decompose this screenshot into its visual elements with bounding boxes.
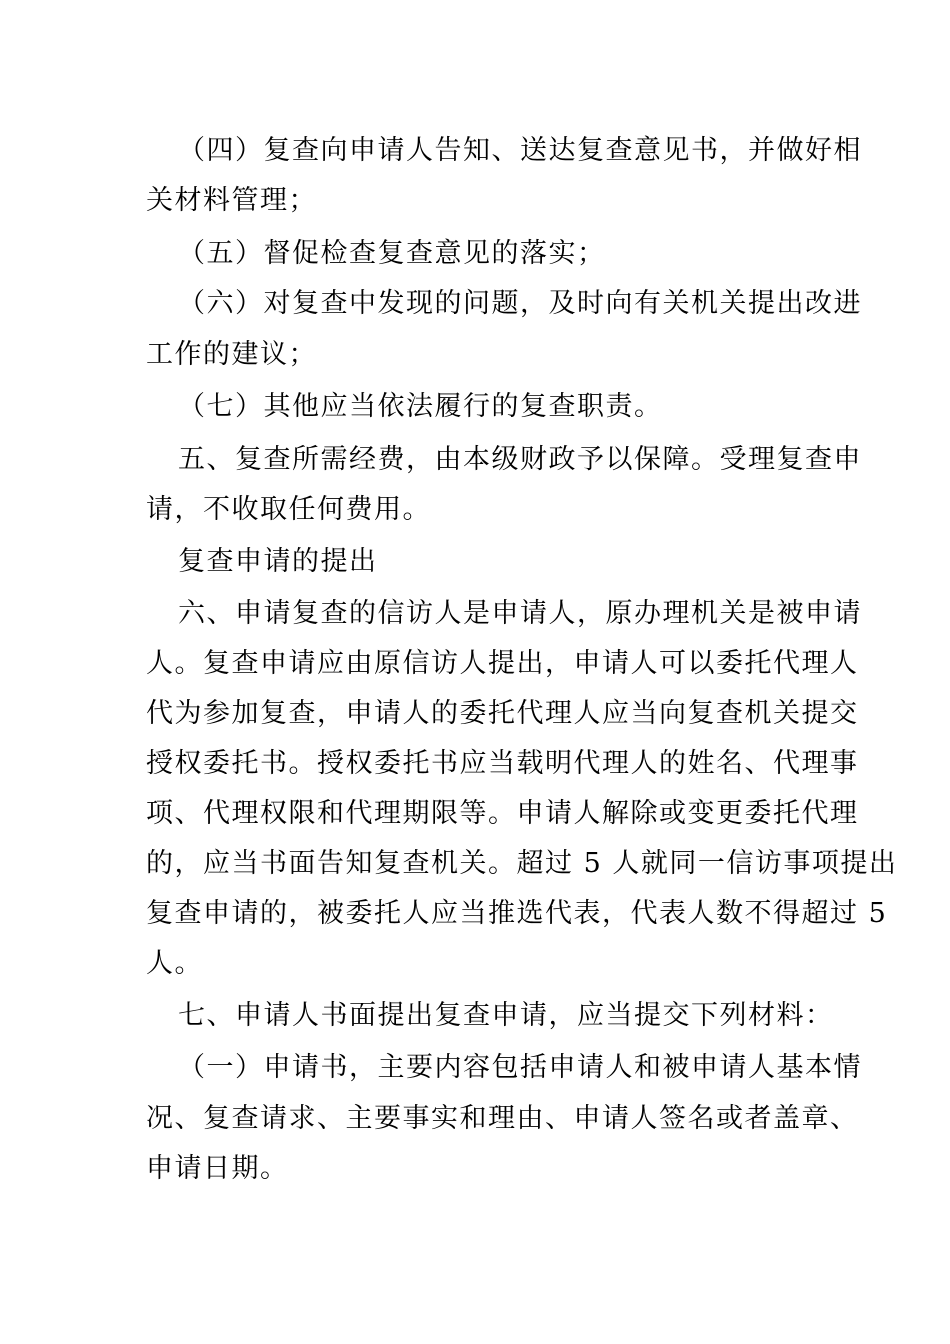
text-line: 人。复查申请应由原信访人提出，申请人可以委托代理人	[146, 648, 859, 679]
text-line: （六）对复查中发现的问题，及时向有关机关提出改进	[178, 288, 862, 319]
text-line: 工作的建议；	[146, 339, 317, 370]
text-line: 申请日期。	[146, 1153, 289, 1184]
text-line: （四）复查向申请人告知、送达复查意见书，并做好相	[178, 135, 862, 166]
section-heading: 复查申请的提出	[178, 546, 378, 577]
text-line: （五）督促检查复查意见的落实；	[178, 238, 606, 269]
text-line: 七、申请人书面提出复查申请，应当提交下列材料：	[178, 1000, 834, 1031]
text-line: 代为参加复查，申请人的委托代理人应当向复查机关提交	[146, 698, 859, 729]
text-line: 项、代理权限和代理期限等。申请人解除或变更委托代理	[146, 798, 859, 829]
text-line: 请，不收取任何费用。	[146, 494, 431, 525]
text-line: 的，应当书面告知复查机关。超过 5 人就同一信访事项提出	[146, 848, 898, 879]
text-line: 况、复查请求、主要事实和理由、申请人签名或者盖章、	[146, 1103, 859, 1134]
text-line: 授权委托书。授权委托书应当载明代理人的姓名、代理事	[146, 748, 859, 779]
text-line: 复查申请的，被委托人应当推选代表，代表人数不得超过 5	[146, 898, 888, 929]
text-line: 关材料管理；	[146, 185, 317, 216]
text-line: 五、复查所需经费，由本级财政予以保障。受理复查申	[178, 444, 862, 475]
text-line: （七）其他应当依法履行的复查职责。	[178, 391, 663, 422]
text-line: 六、申请复查的信访人是申请人，原办理机关是被申请	[178, 598, 862, 629]
text-line: （一）申请书，主要内容包括申请人和被申请人基本情	[178, 1052, 862, 1083]
text-line: 人。	[146, 948, 203, 979]
